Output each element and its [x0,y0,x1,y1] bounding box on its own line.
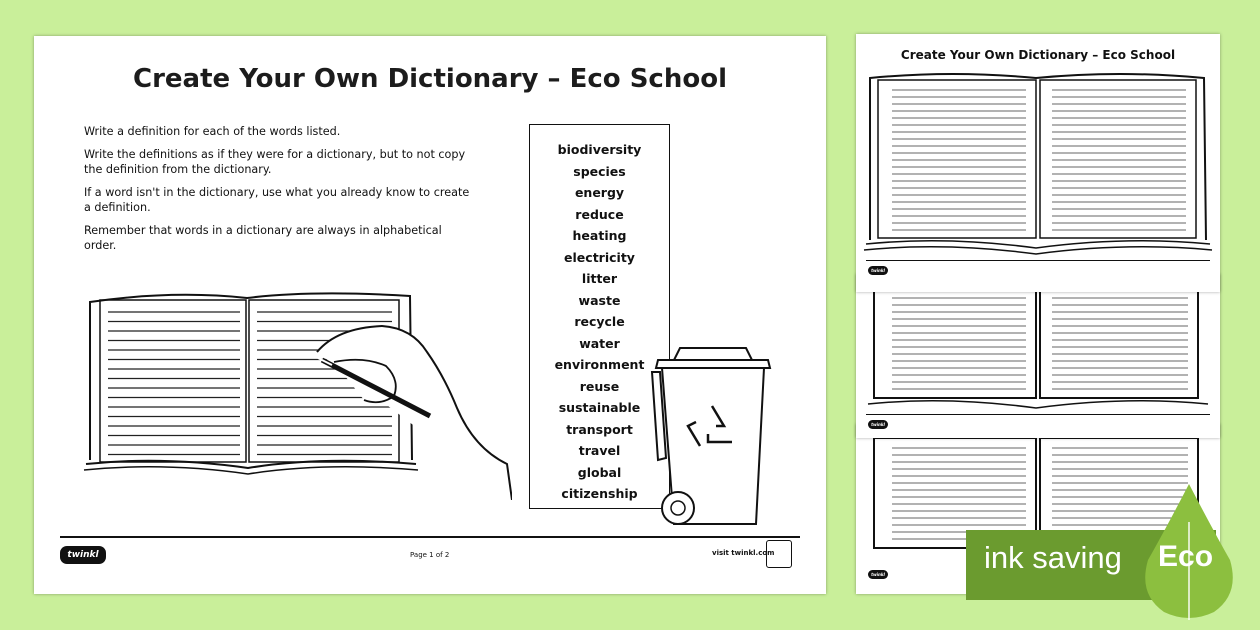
open-book-hand-illustration [82,288,512,500]
word-recycle: recycle [574,314,625,329]
website-text: visit twinkl.com [712,549,775,557]
instruction-4: Remember that words in a dictionary are always in alphabetical order. [84,223,442,252]
recycling-bin-illustration [648,338,780,530]
open-book-illustration [856,280,1220,410]
word-global: global [577,464,622,480]
word-electricity: electricity [564,249,635,265]
twinkl-logo: twinkl [60,546,106,564]
word-reduce: reduce [575,206,624,222]
word-citizenship: citizenship [561,486,638,501]
preview-title: Create Your Own Dictionary – Eco School [900,48,1176,62]
open-book-illustration [856,72,1220,262]
worksheet-title: Create Your Own Dictionary – Eco School [133,64,727,94]
word-water: water [579,335,620,351]
word-sustainable: sustainable [558,400,641,415]
eco-label: Eco [1158,540,1214,573]
word-litter: litter [581,271,618,286]
word-biodiversity: biodiversity [557,142,642,157]
ink-saving-label: ink saving [984,540,1122,575]
word-reuse: reuse [579,378,620,394]
preview-page-2 [856,274,1220,438]
word-species: species [573,163,626,179]
word-energy: energy [574,185,625,200]
instructions [84,124,474,261]
instruction-2: Write the definitions as if they were for a dictionary, but to not copy the definition from the dictionary. [84,147,466,176]
word-transport: transport [566,421,633,437]
twinkl-logo-small: twinkl [868,420,888,429]
twinkl-logo-small: twinkl [868,266,888,275]
twinkl-logo-small: twinkl [868,570,888,579]
worksheet-page-1 [34,36,826,594]
quality-standard-icon [766,540,792,568]
footer-rule [60,536,800,538]
word-travel: travel [578,443,621,458]
word-heating: heating [572,228,627,243]
instruction-1: Write a definition for each of the words listed. [84,125,341,138]
preview-page-1 [856,34,1220,292]
instruction-3: If a word isn't in the dictionary, use what you already know to create a definition. [84,185,470,214]
footer-rule [866,414,1210,415]
footer-rule [866,260,1210,261]
word-environment: environment [554,357,645,372]
page-number: Page 1 of 2 [410,551,450,559]
word-waste: waste [578,292,621,308]
